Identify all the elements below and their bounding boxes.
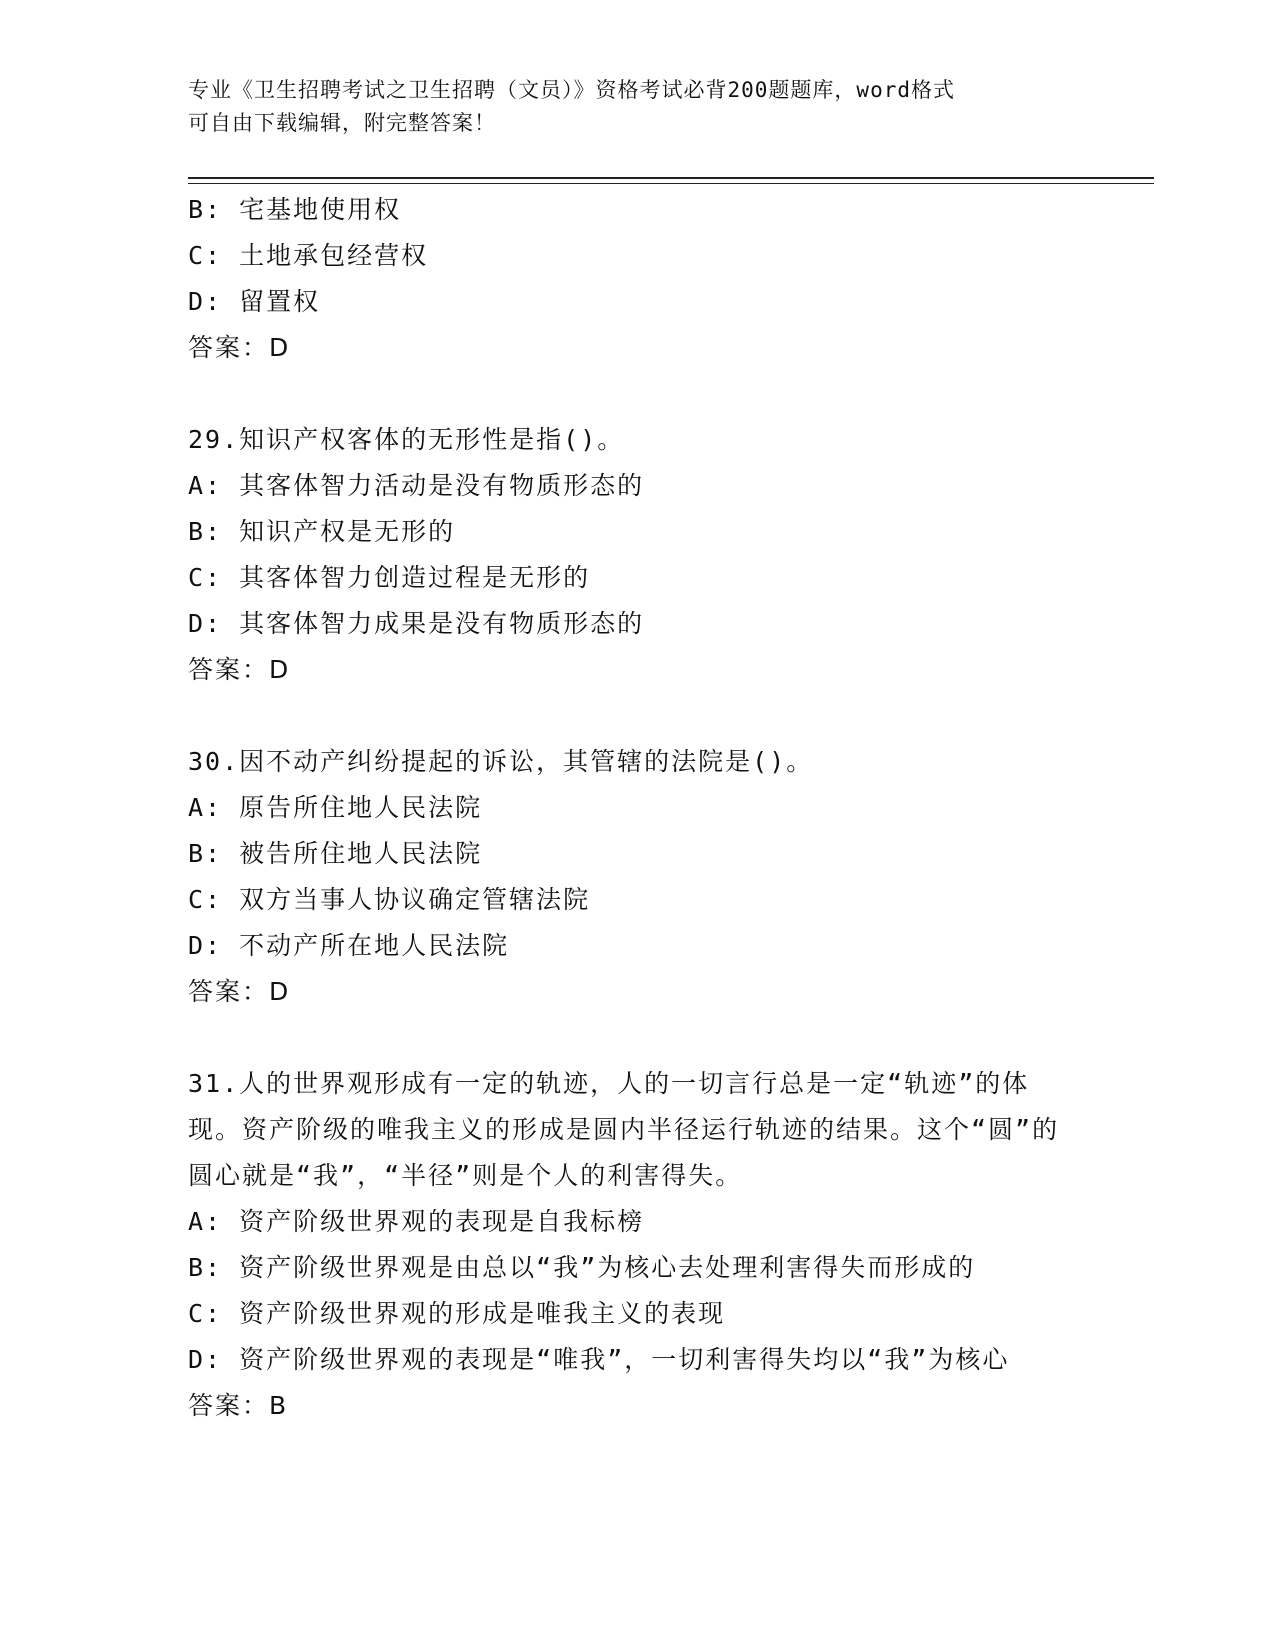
header-rule-thick <box>188 177 1154 179</box>
question-stem: 30.因不动产纠纷提起的诉讼，其管辖的法院是()。 <box>188 747 814 776</box>
answer: 答案：D <box>188 977 291 1006</box>
option-a: A: 资产阶级世界观的表现是自我标榜 <box>188 1207 645 1236</box>
option-a: A: 其客体智力活动是没有物质形态的 <box>188 471 645 500</box>
option-c: C: 资产阶级世界观的形成是唯我主义的表现 <box>188 1299 726 1328</box>
spacer <box>188 371 1088 417</box>
header-line-1: 专业《卫生招聘考试之卫生招聘（文员）》资格考试必背200题题库，word格式 <box>188 78 955 102</box>
question-stem: 31.人的世界观形成有一定的轨迹，人的一切言行总是一定“轨迹”的体现。资产阶级的唯我主义的形成是圆内半径运行轨迹的结果。这个“圆”的圆心就是“我”，“半径”则是个人的利害得失。 <box>188 1069 1060 1190</box>
answer: 答案：D <box>188 655 291 684</box>
header-rule-thin <box>188 183 1154 184</box>
question-30 <box>188 739 1088 1015</box>
option-b: B: 被告所住地人民法院 <box>188 839 483 868</box>
spacer <box>188 1015 1088 1061</box>
spacer <box>188 693 1088 739</box>
option-c: C: 其客体智力创造过程是无形的 <box>188 563 591 592</box>
option-b: B: 宅基地使用权 <box>188 195 402 224</box>
answer: 答案：B <box>188 1391 289 1420</box>
question-28-tail <box>188 187 1088 371</box>
option-d: D: 不动产所在地人民法院 <box>188 931 510 960</box>
option-b: B: 知识产权是无形的 <box>188 517 456 546</box>
question-list <box>188 187 1088 1429</box>
option-a: A: 原告所住地人民法院 <box>188 793 483 822</box>
option-d: D: 其客体智力成果是没有物质形态的 <box>188 609 645 638</box>
option-c: C: 土地承包经营权 <box>188 241 429 270</box>
answer: 答案：D <box>188 333 291 362</box>
option-b: B: 资产阶级世界观是由总以“我”为核心去处理利害得失而形成的 <box>188 1253 976 1282</box>
header-line-2: 可自由下载编辑，附完整答案！ <box>188 111 496 135</box>
question-stem: 29.知识产权客体的无形性是指()。 <box>188 425 625 454</box>
option-c: C: 双方当事人协议确定管辖法院 <box>188 885 591 914</box>
question-29 <box>188 417 1088 693</box>
document-header <box>188 74 1088 140</box>
option-d: D: 资产阶级世界观的表现是“唯我”，一切利害得失均以“我”为核心 <box>188 1345 1010 1374</box>
option-d: D: 留置权 <box>188 287 321 316</box>
question-31 <box>188 1061 1088 1429</box>
